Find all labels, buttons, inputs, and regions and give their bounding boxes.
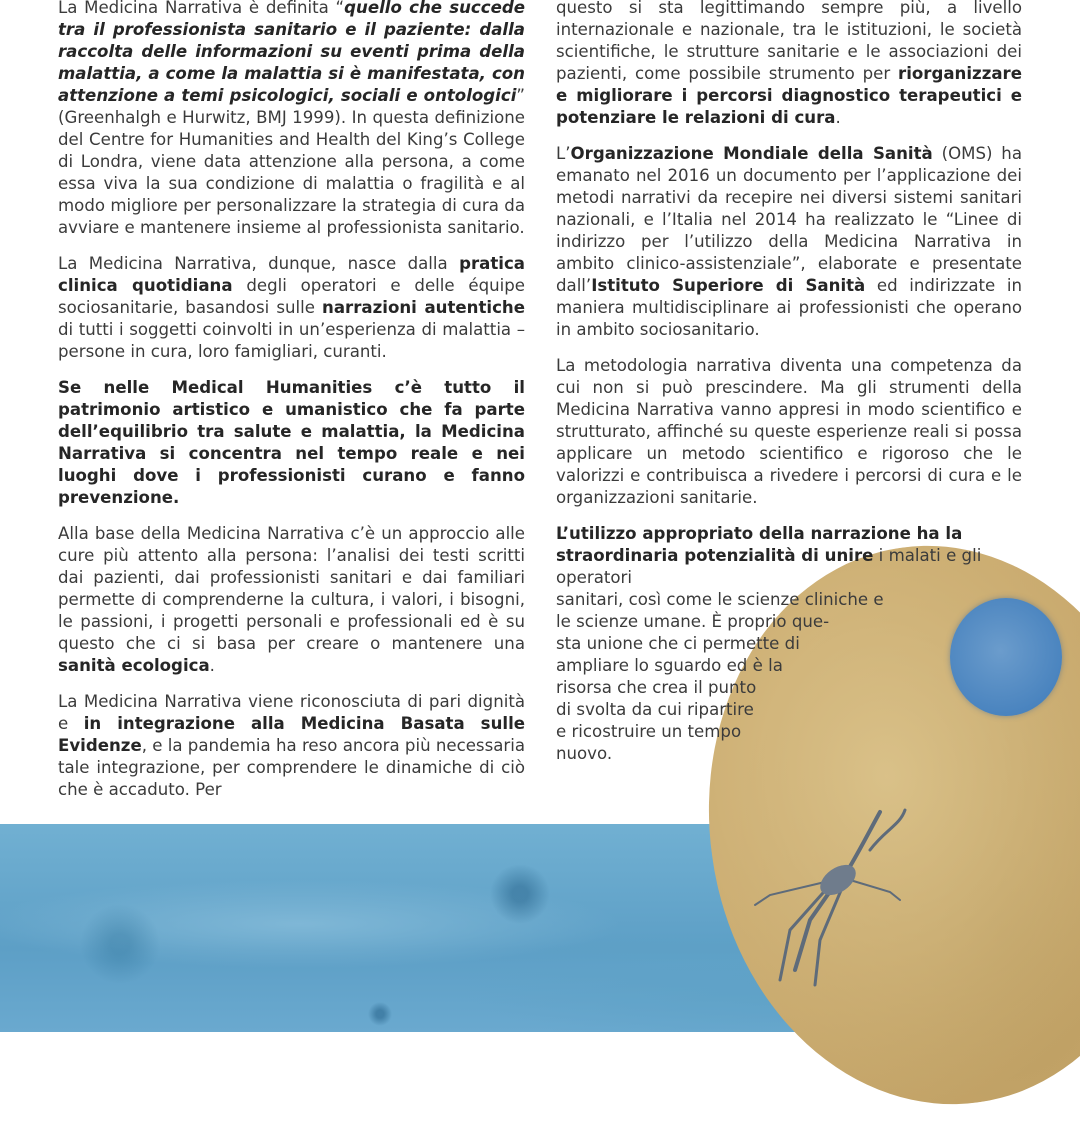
paragraph-methodology: La metodologia narrativa diventa una competenza da cui non si può prescindere. Ma gli strumenti della Medicina Narrativa vanno appresi in modo scientifico e strutturato, affinché su queste esperienze reali si possa applicare un metodo scientifico e rigoroso che le valorizzi e contribuisca a rivedere i percorsi di cura e le organizzazioni sanitarie.: [556, 356, 1022, 507]
paragraph-evidence-based: La Medicina Narrativa viene riconosciuta di pari dignità e in integrazione alla Medicina Basata sulle Evidenze, e la pandemia ha reso ancora più necessaria tale integrazione, per comprendere le dinamiche di ciò che è accaduto. Per: [58, 692, 526, 799]
right-text-column: [556, 0, 1022, 779]
left-text-column: [58, 0, 525, 815]
definition-quote: quello che succede tra il professionista sanitario e il paziente: dalla raccolta delle informazioni su eventi prima della malattia, a come la malattia si è manifestata, con attenzione a temi psicologici, sociali e ontologici: [58, 0, 525, 105]
paragraph-oms: L’Organizzazione Mondiale della Sanità (OMS) ha emanato nel 2016 un documento per l’applicazione dei metodi narrativi da recepire nei diversi sistemi sanitari nazionali, e l’Italia nel 2014 ha realizzato le “Linee di indirizzo per l’utilizzo della Medicina Narrativa in ambito clinico-assistenziale”, elaborate e presentate dall’Istituto Superiore di Sanità ed indirizzate in maniera multidisciplinare ai professionisti che operano in ambito sociosanitario.: [556, 144, 1022, 339]
crab-figure-illustration: [750, 800, 920, 990]
paragraph-legitimation: questo si sta legittimando sempre più, a livello internazionale e nazionale, tra le istituzioni, le società scientifiche, le strutture sanitarie e le associazioni dei pazienti, come possibile strumento per riorganizzare e migliorare i percorsi diagnostico terapeutici e potenziare le relazioni di cura.: [556, 0, 1022, 127]
paragraph-narration-potential: L’utilizzo appropriato della narrazione ha la straordinaria potenzialità di unire i malati e gli operatori sanitari, così come le scienze cliniche e le scienze umane. È proprio que- sta unione che ci permette di ampliare lo sguardo ed è la risorsa che crea il punto di svolta da cui ripartire e ricostruire un tempo nuovo.: [556, 524, 982, 763]
paragraph-approach: Alla base della Medicina Narrativa c’è un approccio alle cure più attento alla persona: l’analisi dei testi scritti dai pazienti, dai professionisti sanitari e dai familiari permette di comprenderne la cultura, i valori, i bisogni, le passioni, i progetti personali e professionali ed è su questo che ci si basa per creare o mantenere una sanità ecologica.: [58, 524, 525, 675]
paragraph-definition: La Medicina Narrativa è definita “quello che succede tra il professionista sanitario e il paziente: dalla raccolta delle informazioni su eventi prima della malattia, a come la malattia si è manifestata, con attenzione a temi psicologici, sociali e ontologici” (Greenhalgh e Hurwitz, BMJ 1999). In questa definizione del Centre for Humanities and Health del King’s College di Londra, viene data attenzione alla persona, a come essa viva la sua condizione di malattia o fragilità e al modo migliore per personalizzare la strategia di cura da avviare e mantenere insieme al professionista sanitario.: [58, 0, 525, 237]
paragraph-medical-humanities: Se nelle Medical Humanities c’è tutto il patrimonio artistico e umanistico che fa parte dell’equilibrio tra salute e malattia, la Medicina Narrativa si concentra nel tempo reale e nei luoghi dove i professionisti curano e fanno prevenzione.: [58, 378, 525, 507]
paragraph-clinical-practice: La Medicina Narrativa, dunque, nasce dalla pratica clinica quotidiana degli operatori e delle équipe sociosanitarie, basandosi sulle narrazioni autentiche di tutti i soggetti coinvolti in un’esperienza di malattia – persone in cura, loro famigliari, curanti.: [58, 254, 526, 361]
